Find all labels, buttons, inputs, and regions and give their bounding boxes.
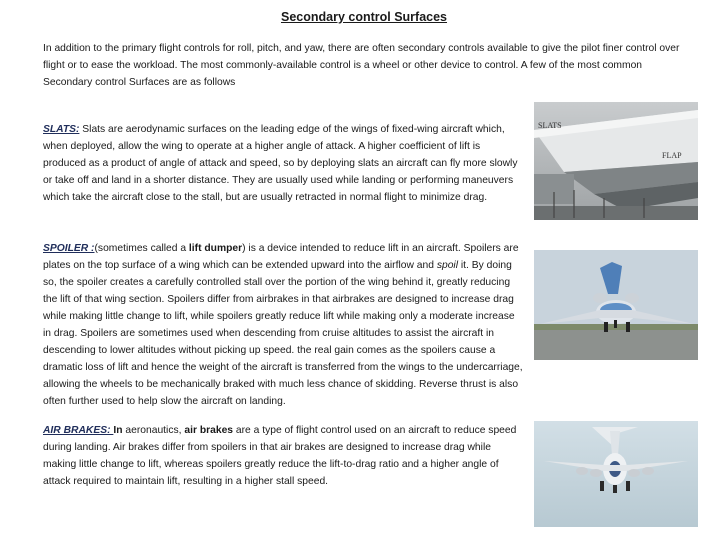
slats-paragraph [43,121,523,206]
flap-label: FLAP [662,151,682,160]
slats-heading: SLATS: [43,124,80,135]
air-brakes-term: air brakes [184,425,234,436]
airbrakes-paragraph: AIR BRAKES: In aeronautics, air brakes are a type of flight control used on an aircraft to reduce speed during landing. Air brakes differ from spoilers in that air brakes are designed to increase drag while making little change to lift, whereas spoilers greatly reduce the lift-to-drag ratio and a higher angle of attack required to maintain lift, resulting in a higher stall speed. [43,425,517,487]
airbrakes-heading: AIR BRAKES: [43,425,114,436]
spoiler-photo [534,250,698,360]
intro-paragraph: In addition to the primary flight controls for roll, pitch, and yaw, there are often secondary controls available to give the pilot finer control over flight or to ease the workload. The most commonly-available control is a wheel or other device to control. A few of the most common Secondary control Surfaces are as follows [43,43,680,88]
slats-label: SLATS [538,121,562,130]
spoiler-paragraph: SPOILER :(sometimes called a lift dumper) is a device intended to reduce lift in an aircraft. Spoilers are plates on the top surface of a wing which can be extended upward into the airflow and spoil it. By doing so, the spoiler creates a carefully controlled stall over the portion of the wing behind it, greatly reducing the lift of that wing section. Spoilers differ from airbrakes in that airbrakes are designed to increase drag while making little change to lift, while spoilers greatly reduce lift while making only a moderate increase in drag. Spoilers are sometimes used when descending from cruise altitudes to assist the aircraft in descending to lower altitudes without picking up speed. the real gain comes as the spoilers cause a dramatic loss of lift and hence the weight of the aircraft is transferred from the wings to the undercarriage, allowing the wheels to be mechanically braked with much less chance of skidding. Reverse thrust is also often further used to help slow the aircraft on landing. [43,243,523,407]
slats-photo [534,102,698,220]
page-title: Secondary control Surfaces [280,10,448,24]
slats-text: Slats are aerodynamic surfaces on the leading edge of the wings of fixed-wing aircraft which, when deployed, allow the wing to operate at a higher angle of attack. A higher coefficient of lift is produced as a product of angle of attack and speed, so by deploying slats an aircraft can fly more slowly or take off and land in a shorter distance. They are usually used while landing or performing maneuvers which take the aircraft close to the stall, but are usually retracted in normal flight to minimize drag. [43,124,518,203]
airbrakes-photo [534,421,698,527]
spoiler-heading: SPOILER : [43,243,95,254]
lift-dumper-term: lift dumper [188,243,243,254]
spoil-term: spoil [436,260,459,271]
